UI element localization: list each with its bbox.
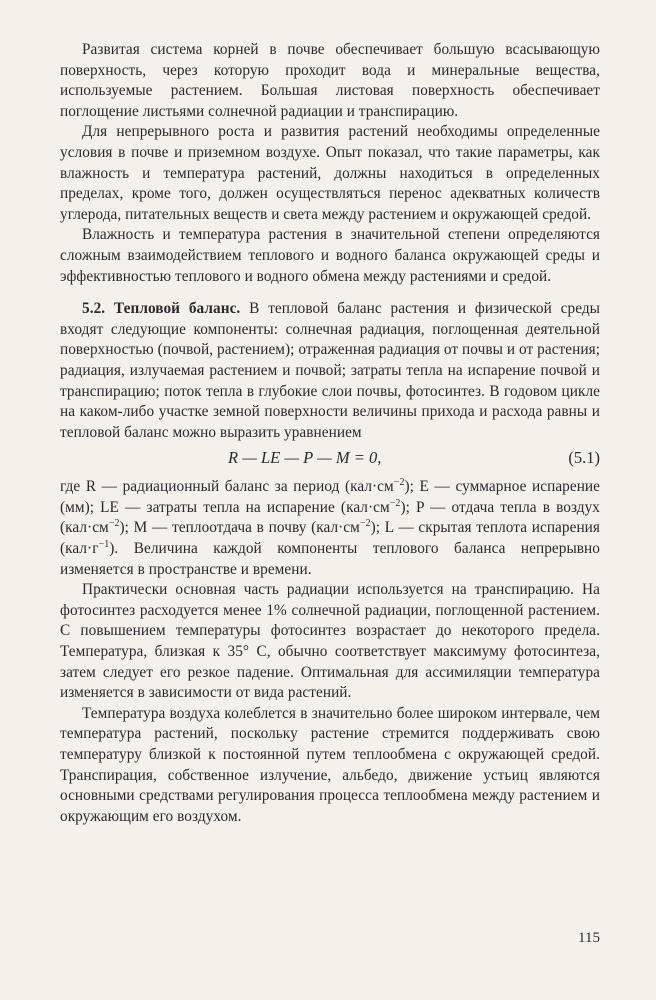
paragraph-radiation-usage: Практически основная часть радиации используется на транспирацию. На фотосинтез расходуется менее 1% солнечной радиации, поглощенной растением. С повышением температуры фотосинтез возрастает до некоторого предела. Температура, близкая к 35° С, обычно соответствует максимуму фотосинтеза, затем следует его резкое падение. Оптимальная для ассимиляции температура изменяется в зависимости от вида растений. — [60, 581, 600, 702]
page-number: 115 — [578, 930, 600, 946]
paragraph-humidity-temperature: Влажность и температура растения в значительной степени определяются сложным взаимодействием теплового и водного баланса окружающей среды и эффективностью теплового и водного обмена между растениями и средой. — [60, 226, 600, 285]
superscript: −2 — [393, 477, 405, 489]
section-paragraph — [60, 299, 600, 443]
definition-text: ); P — отдача тепла в воздух (кал·см — [60, 498, 601, 537]
superscript: −1 — [98, 538, 110, 550]
paragraph-air-temperature: Температура воздуха колеблется в значительно более широком интервале, чем температура растений, поскольку растение стремится поддерживать свою температуру близкой к постоянной путем теплообмена с окружающей средой. Транспирация, собственное излучение, альбедо, движение устьиц являются основными средствами регулирования процесса теплообмена между растением и окружающим его воздухом. — [60, 704, 600, 825]
superscript: −2 — [389, 497, 401, 509]
equation-formula: R — LE — P — M = 0, — [228, 448, 382, 468]
section-title: 5.2. Тепловой баланс. — [82, 300, 241, 318]
definition-text: ); E — суммарное испарение (мм); LE — затраты тепла на испарение (кал·см — [60, 478, 601, 516]
section-intro: В тепловой баланс растения и физической среды входят следующие компоненты: солнечная радиация, поглощенная деятельной поверхностью (почвой, растением); отраженная радиация от почвы и от растения; радиация, излучаемая растением и почвой; затраты тепла на испарение почвой и транспирацию; поток тепла в глубокие слои почвы, фотосинтез. В годовом цикле на каком-либо участке земной поверхности величины прихода и расхода равны и тепловой баланс можно выразить уравнением — [60, 300, 600, 441]
paragraph-definitions — [60, 477, 600, 580]
superscript: −2 — [359, 518, 371, 530]
definition-text: ). Величина каждой компоненты теплового баланса непрерывно изменяется в пространстве и времени. — [60, 540, 600, 578]
superscript: −2 — [108, 518, 120, 530]
section-gap — [60, 287, 600, 299]
paragraph-growth-conditions: Для непрерывного роста и развития растений необходимы определенные условия в почве и приземном воздухе. Опыт показал, что такие параметры, как влажность и температура растений, должны находиться в определенных пределах, кроме того, должен осуществляться перенос адекватных количеств углерода, питательных веществ и света между растением и окружающей средой. — [60, 123, 600, 223]
definition-text: ); L — скрытая теплота испарения (кал·г — [60, 519, 600, 558]
paragraph-root-system: Развитая система корней в почве обеспечивает большую всасывающую поверхность, через которую проходит вода и минеральные вещества, используемые растением. Большая листовая поверхность обеспечивает поглощение листьями солнечной радиации и транспирацию. — [60, 41, 600, 120]
equation-number: (5.1) — [568, 448, 600, 468]
definition-text: ); M — теплоотдача в почву (кал·см — [119, 519, 360, 537]
definition-text: где R — радиационный баланс за период (кал·см — [60, 478, 394, 496]
equation-5-1 — [60, 445, 600, 473]
